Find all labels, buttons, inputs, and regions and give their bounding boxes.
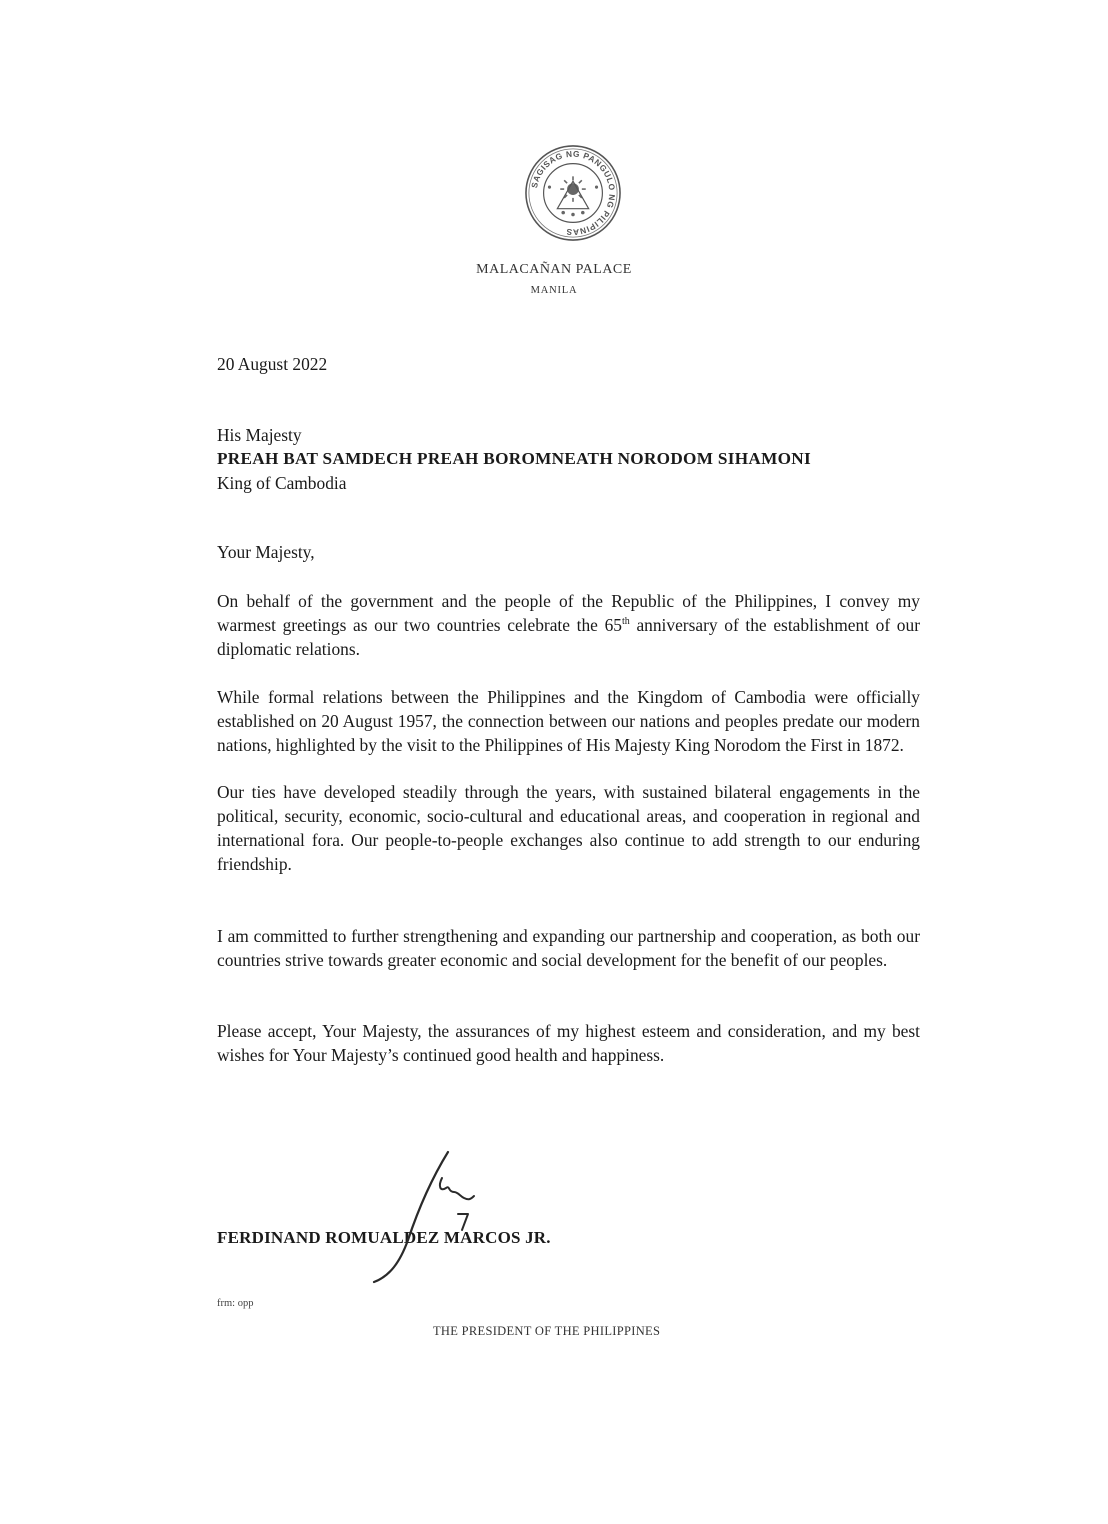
body-paragraph-4: I am committed to further strengthening and expanding our partnership and cooperation, as both our countries strive towards greater economic and social development for the benefit of our peoples. [217, 926, 920, 970]
signatory-office: THE PRESIDENT OF THE PHILIPPINES [433, 1324, 661, 1338]
svg-text:SAGISAG NG PANGULO NG PILIPINA: SAGISAG NG PANGULO NG PILIPINAS [529, 148, 618, 238]
signatory-name: FERDINAND ROMUALDEZ MARCOS JR. [217, 1228, 551, 1247]
addressee-name: PREAH BAT SAMDECH PREAH BOROMNEATH NORODOM SIHAMONI [217, 449, 811, 468]
addressee-title: King of Cambodia [217, 473, 347, 493]
letterhead-place: MALACAÑAN PALACE [476, 262, 632, 277]
reference-initials: frm: opp [217, 1298, 254, 1309]
body-paragraph-3: Our ties have developed steadily through the years, with sustained bilateral engagements in the political, security, economic, socio-cultural and educational areas, and cooperation in regional and international fora. Our people-to-people exchanges also continue to add strength to our enduring friendship. [217, 782, 920, 874]
letterhead-city: MANILA [530, 285, 578, 296]
body-paragraph-5: Please accept, Your Majesty, the assurances of my highest esteem and consideration, and my best wishes for Your Majesty’s continued good health and happiness. [217, 1021, 920, 1065]
body-paragraph-1 [217, 589, 920, 661]
salutation: Your Majesty, [217, 542, 315, 562]
presidential-seal-icon [524, 144, 622, 242]
ordinal-suffix: th [621, 616, 630, 628]
body-paragraph-2: While formal relations between the Philippines and the Kingdom of Cambodia were officially established on 20 August 1957, the connection between our nations and peoples predate our modern nations, highlighted by the visit to the Philippines of His Majesty King Norodom the First in 1872. [217, 687, 920, 755]
handwritten-signature-icon [360, 1148, 490, 1288]
paragraph-1-text-start: On behalf of the government and the people of the Republic of the Philippines, I convey my warmest greetings as our two countries celebrate the 65 [217, 591, 920, 635]
paragraph-1-text-end: anniversary of the establishment of our diplomatic relations. [217, 615, 920, 659]
addressee-block [217, 423, 920, 495]
addressee-honorific: His Majesty [217, 425, 302, 445]
letter-date: 20 August 2022 [217, 354, 328, 374]
